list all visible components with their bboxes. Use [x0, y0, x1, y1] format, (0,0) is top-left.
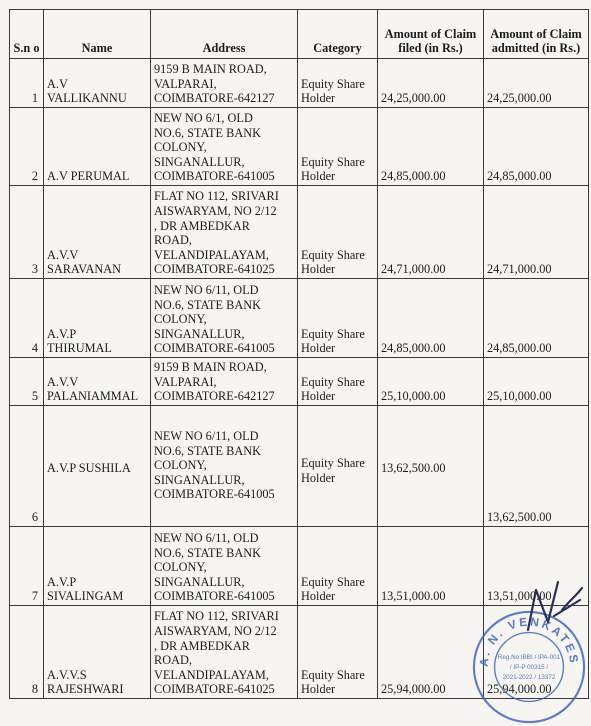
stamp-outer-text: A. N. VENKATES	[476, 614, 582, 668]
cell-sno: 8	[10, 606, 44, 699]
cell-claim-admitted: 24,85,000.00	[484, 108, 589, 186]
col-header-category: Category	[298, 10, 378, 59]
cell-address: NEW NO 6/1, OLD NO.6, STATE BANK COLONY, SINGANALLUR, COIMBATORE-641005	[151, 108, 298, 186]
cell-claim-filed: 24,85,000.00	[378, 108, 484, 186]
table-row	[10, 186, 589, 279]
table-row	[10, 279, 589, 358]
table-row	[10, 527, 589, 606]
col-header-claim-filed: Amount of Claim filed (in Rs.)	[378, 10, 484, 59]
cell-name: A.V.V PALANIAMMAL	[44, 358, 151, 406]
cell-address: FLAT NO 112, SRIVARI AISWARYAM, NO 2/12 , DR AMBEDKAR ROAD, VELANDIPALAYAM, COIMBATORE-641025	[151, 606, 298, 699]
cell-claim-filed: 25,10,000.00	[378, 358, 484, 406]
stamp-line-2: / IP-P 00315 /	[509, 663, 549, 671]
cell-address: FLAT NO 112, SRIVARI AISWARYAM, NO 2/12 , DR AMBEDKAR ROAD, VELANDIPALAYAM, COIMBATORE-641025	[151, 186, 298, 279]
cell-address: 9159 B MAIN ROAD, VALPARAI, COIMBATORE-642127	[151, 358, 298, 406]
cell-claim-filed: 25,94,000.00	[378, 606, 484, 699]
cell-address: NEW NO 6/11, OLD NO.6, STATE BANK COLONY, SINGANALLUR, COIMBATORE-641005	[151, 279, 298, 358]
cell-category: Equity Share Holder	[298, 406, 378, 527]
col-header-address: Address	[151, 10, 298, 59]
cell-address: 9159 B MAIN ROAD, VALPARAI, COIMBATORE-642127	[151, 59, 298, 108]
cell-sno: 4	[10, 279, 44, 358]
cell-address: NEW NO 6/11, OLD NO.6, STATE BANK COLONY, SINGANALLUR, COIMBATORE-641005	[151, 527, 298, 606]
cell-claim-admitted: 25,10,000.00	[484, 358, 589, 406]
stamp-line-1: Reg.No:IBBI / IPA-001	[497, 654, 561, 662]
table-row	[10, 59, 589, 108]
table-row	[10, 406, 589, 527]
cell-claim-filed: 24,25,000.00	[378, 59, 484, 108]
cell-claim-admitted: 24,25,000.00	[484, 59, 589, 108]
cell-claim-admitted: 13,62,500.00	[484, 406, 589, 527]
col-header-sno: S.n o	[10, 10, 44, 59]
cell-name: A.V PERUMAL	[44, 108, 151, 186]
header-row	[10, 10, 589, 59]
cell-sno: 3	[10, 186, 44, 279]
table-row	[10, 606, 589, 699]
cell-sno: 1	[10, 59, 44, 108]
col-header-claim-admitted: Amount of Claim admitted (in Rs.)	[484, 10, 589, 59]
cell-sno: 7	[10, 527, 44, 606]
table-row	[10, 358, 589, 406]
cell-name: A.V.P THIRUMAL	[44, 279, 151, 358]
cell-sno: 6	[10, 406, 44, 527]
cell-category: Equity Share Holder	[298, 186, 378, 279]
cell-claim-admitted: 24,85,000.00	[484, 279, 589, 358]
cell-claim-admitted: 24,71,000.00	[484, 186, 589, 279]
cell-category: Equity Share Holder	[298, 279, 378, 358]
cell-category: Equity Share Holder	[298, 59, 378, 108]
stamp-line-3: 2021-2022 / 13372	[502, 673, 556, 681]
cell-claim-filed: 13,62,500.00	[378, 406, 484, 527]
cell-name: A.V.V SARAVANAN	[44, 186, 151, 279]
cell-category: Equity Share Holder	[298, 108, 378, 186]
table-row	[10, 108, 589, 186]
cell-name: A.V.P SIVALINGAM	[44, 527, 151, 606]
cell-address: NEW NO 6/11, OLD NO.6, STATE BANK COLONY, SINGANALLUR, COIMBATORE-641005	[151, 406, 298, 527]
col-header-name: Name	[44, 10, 151, 59]
cell-sno: 2	[10, 108, 44, 186]
cell-name: A.V VALLIKANNU	[44, 59, 151, 108]
claims-table	[9, 9, 589, 699]
cell-category: Equity Share Holder	[298, 606, 378, 699]
cell-claim-admitted: 13,51,000.00	[484, 527, 589, 606]
cell-sno: 5	[10, 358, 44, 406]
cell-category: Equity Share Holder	[298, 527, 378, 606]
cell-name: A.V.V.S RAJESHWARI	[44, 606, 151, 699]
cell-category: Equity Share Holder	[298, 358, 378, 406]
cell-claim-filed: 24,71,000.00	[378, 186, 484, 279]
cell-claim-admitted: 25,94,000.00	[484, 606, 589, 699]
cell-claim-filed: 24,85,000.00	[378, 279, 484, 358]
cell-name: A.V.P SUSHILA	[44, 406, 151, 527]
cell-claim-filed: 13,51,000.00	[378, 527, 484, 606]
